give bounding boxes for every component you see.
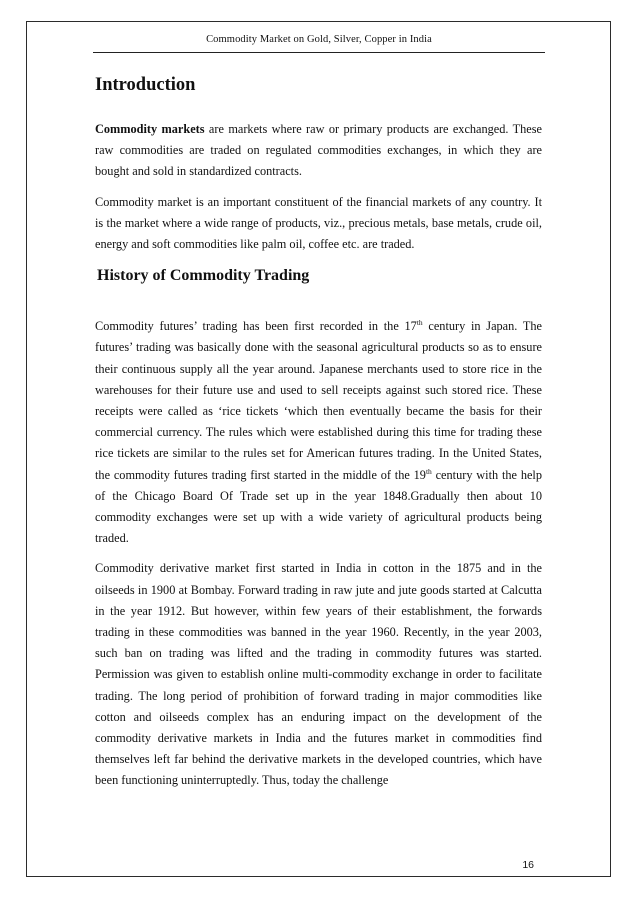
history-paragraph-1-part-b: century in Japan. The futures’ trading was basically done with the seasonal agricultural products so as to ensure their continuous supply all the year around. Japanese merchants used to store rice in the warehouses for their future use and used to sell receipts against such stored rice. These receipts were called as ‘rice tickets ‘which then eventually became the basis for their commercial currency. The rules which were established during this time for trading these rice tickets are similar to the rules set for American futures trading. In the United States, the commodity futures trading first started in the middle of the 19 <box>95 319 542 482</box>
header-rule <box>93 52 545 53</box>
introduction-paragraph-1-text: are markets where raw or primary products are exchanged. These raw commodities are traded on regulated commodities exchanges, in which they are bought and sold in standardized contracts. <box>95 122 542 179</box>
introduction-heading: Introduction <box>95 75 196 95</box>
history-paragraph-1-part-c: century with the help of the Chicago Board Of Trade set up in the year 1848.Gradually then about 10 commodity exchanges were set up with a wide variety of agricultural products being traded. <box>95 467 542 546</box>
page-number: 16 <box>522 859 534 871</box>
ordinal-suffix: th <box>416 318 423 328</box>
ordinal-suffix: th <box>425 466 432 476</box>
commodity-markets-term: Commodity markets <box>95 122 205 136</box>
history-paragraph-1 <box>95 316 542 549</box>
introduction-paragraph-1 <box>95 119 542 183</box>
running-header: Commodity Market on Gold, Silver, Copper in India <box>206 34 432 45</box>
history-heading: History of Commodity Trading <box>97 267 310 285</box>
history-paragraph-2: Commodity derivative market first started in India in cotton in the 1875 and in the oilseeds in 1900 at Bombay. Forward trading in raw jute and jute goods started at Calcutta in the year 1912. But however, within few years of their establishment, the forwards trading in these commodities was banned in the year 1960. Recently, in the year 2003, such ban on trading was lifted and the trading in commodity futures was started. Permission was given to establish online multi-commodity exchange in order to facilitate trading. The long period of prohibition of forward trading in major commodities like cotton and oilseeds complex has an enduring impact on the development of the commodity derivative markets in India and the futures market in commodities find themselves left far behind the derivative markets in the developed countries, which have been functioning uninterruptedly. Thus, today the challenge <box>95 561 542 788</box>
introduction-paragraph-2: Commodity market is an important constituent of the financial markets of any country. It is the market where a wide range of products, viz., precious metals, base metals, crude oil, energy and soft commodities like palm oil, coffee etc. are traded. <box>95 194 542 252</box>
page-content <box>95 66 542 792</box>
history-paragraph-1-part-a: Commodity futures’ trading has been first recorded in the 17 <box>95 319 417 334</box>
